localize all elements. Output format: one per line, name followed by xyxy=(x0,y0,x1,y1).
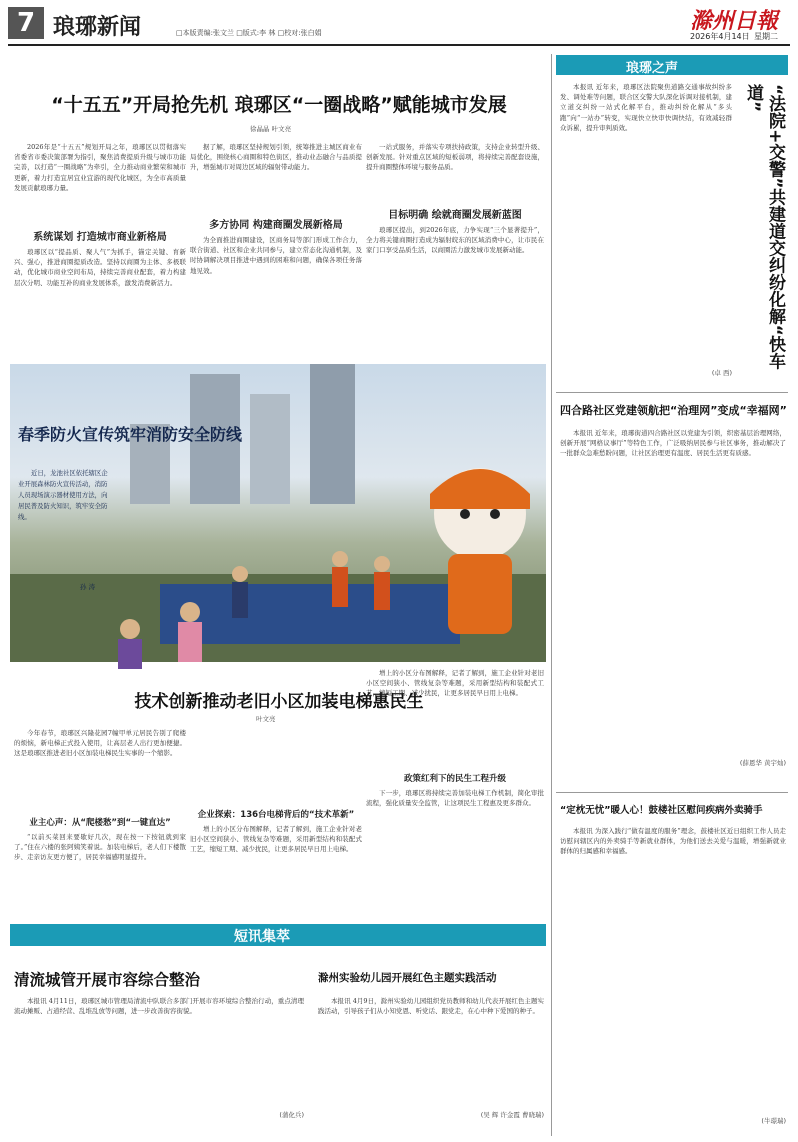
brief2-body xyxy=(318,996,544,1136)
community-body xyxy=(560,428,786,778)
elevator-headline: 技术创新推动老旧小区加装电梯惠民生 xyxy=(134,692,424,712)
health-body xyxy=(560,826,786,1134)
lead-byline: 徐晶晶 叶文亮 xyxy=(250,125,292,133)
community-paragraph: 本报讯 近年来，琅琊街道四合路社区以党建为引领，织密基层治理网络，创新开展“网格议事厅”等特色工作，广泛吸纳居民参与社区事务，推动解决了一批群众急难愁盼问题，让社区治理更有温度、居民生活更有质感。 xyxy=(560,429,786,458)
lead-paragraph: 据了解，琅琊区坚持规划引领，统筹推进主城区商业布局优化，围绕核心商圈和特色街区，推动业态融合与品质提升，增强城市对周边区域的辐射带动能力。 xyxy=(190,143,362,172)
elevator-subhead-1: 业主心声：从“爬楼愁”到“一键直达” xyxy=(29,818,171,828)
lead-subhead-2: 多方协同 构建商圈发展新格局 xyxy=(209,220,343,231)
lead-paragraph: 一站式服务，并落实专项扶持政策，支持企业转型升级、创新发展。针对重点区域的短板弱项，将持续完善配套设施，提升商圈整体环境与服务品质。 xyxy=(366,143,544,172)
brief2-paragraph: 本报讯 4月9日，滁州实验幼儿园组织党员教师和幼儿代表开展红色主题实践活动，引导孩子们从小知党恩、听党话、跟党走，在心中种下爱国的种子。 xyxy=(318,997,544,1016)
lead-col-3 xyxy=(366,142,544,362)
lead-subhead-3: 目标明确 绘就商圈发展新蓝图 xyxy=(388,210,522,221)
elevator-subhead-2: 企业探索：136台电梯背后的“技术革新” xyxy=(197,810,355,820)
brief-banner xyxy=(10,924,546,946)
elevator-col-2 xyxy=(190,728,362,918)
community-headline: 四合路社区党建领航把“治理网”变成“幸福网” xyxy=(560,404,787,417)
side-rule-2 xyxy=(556,792,788,793)
law-text xyxy=(560,82,732,382)
masthead xyxy=(0,0,798,44)
brief1-body xyxy=(14,996,304,1136)
fire-photo xyxy=(10,364,546,662)
lead-col-2 xyxy=(190,142,362,362)
lead-paragraph: 琅琊区以“提品质、聚人气”为抓手，锚定关键、育新兴、强心，推进商圈提质改造。坚持以商圈为主体、多极联动，优化城市商业空间布局，持续完善商业配套，着力构建层次分明、功能互补的商业发展体系，激发消费新活力。 xyxy=(14,248,186,287)
lead-headline: “十五五”开局抢先机 琅琊区“一圈战略”赋能城市发展 xyxy=(51,94,507,116)
elevator-subhead-3: 政策红利下的民生工程升级 xyxy=(403,774,506,784)
section-name: 琅琊新闻 xyxy=(53,15,142,40)
brief1-paragraph: 本报讯 4月11日，琅琊区城市管理局清流中队联合多部门开展市容环境综合整治行动，重点清理流动摊贩、占道经营、乱堆乱放等问题，进一步改善街容街貌。 xyxy=(14,997,304,1016)
elevator-col-3 xyxy=(366,668,544,918)
side-banner-label: 琅琊之声 xyxy=(626,61,679,76)
brief1-headline: 清流城管开展市容综合整治 xyxy=(14,971,201,989)
lead-paragraph: 琅琊区提出，到2026年底，力争实现“三个显著提升”，全力将关键商圈打造成为辐射皖东的区域消费中心，让市民在家门口享受品质生活，以商圈活力激发城市发展新动能。 xyxy=(366,226,544,255)
editors-line: □本版责编:张文兰 □版式:李 林 □校对:张白娟 xyxy=(176,29,322,37)
law-paragraph: 本报讯 近年来，琅琊区法院聚焦道路交通事故纠纷多发、调处难等问题，联合区交警大队深化诉调对接机制，建立道交纠纷一站式化解平台，推动纠纷化解从“多头跑”向“一站办”转变，实现快立快审快调快结，有效减轻群众诉累，提升审判质效。 xyxy=(560,83,732,132)
brief-banner-label: 短讯集萃 xyxy=(234,929,290,945)
fire-photographer: 孙 涛 xyxy=(80,583,96,591)
masthead-rule xyxy=(8,44,790,46)
side-rule-1 xyxy=(556,392,788,393)
lead-paragraph: 2026年是“十五五”规划开局之年，琅琊区以贯彻落实省委省市委决策部署为指引，聚焦消费提质升级与城市功能完善，以打造“一圈战略”为牵引，全力推动商业繁荣和城市更新，着力打造宜居宜业宜游的现代化城区，为全市高质量发展贡献琅琊力量。 xyxy=(14,143,186,192)
brief2-headline: 滁州实验幼儿园开展红色主题实践活动 xyxy=(318,972,497,984)
health-headline: “定枕无忧”暖人心！鼓楼社区慰问疾病外卖骑手 xyxy=(560,805,763,816)
elevator-paragraph: 增上的小区分布图解释，记者了解到，施工企业针对老旧小区空间狭小、管线复杂等难题，采用新型结构和装配式工艺，缩短工期、减少扰民，让更多居民早日用上电梯。 xyxy=(190,825,362,854)
elevator-col-1 xyxy=(14,728,186,918)
newspaper-logo: 滁州日報 xyxy=(690,8,779,34)
health-author: (牛璟瑞) xyxy=(761,1117,786,1125)
lead-col-1 xyxy=(14,142,186,362)
elevator-paragraph: 下一步，琅琊区将持续完善加装电梯工作机制，简化审批流程，强化质量安全监管，让这项民生工程惠及更多群众。 xyxy=(366,789,544,808)
lead-subhead-1: 系统谋划 打造城市商业新格局 xyxy=(33,232,167,243)
side-banner xyxy=(556,55,788,75)
law-author: (卓 西) xyxy=(711,369,732,377)
lead-paragraph: 为全面推进商圈建设，区商务局等部门形成工作合力，联合街道、社区和企业共同参与，建立常态化沟通机制，及时协调解决项目推进中遇到的困难和问题，确保各项任务落地见效。 xyxy=(190,236,362,275)
elevator-byline: 叶文亮 xyxy=(256,715,276,723)
community-author: (薛恩华 黄宇灿) xyxy=(739,759,786,767)
issue-date: 2026年4月14日 xyxy=(690,32,750,41)
brief2-author: (吴 辉 许金霞 曹晓瑞) xyxy=(480,1111,544,1119)
health-paragraph: 本报讯 为深入践行“做有温度的服务”理念，鼓楼社区近日组织工作人员走访慰问辖区内的外卖骑手等新就业群体，为他们送去关爱与温暖，增强新就业群体的归属感和幸福感。 xyxy=(560,827,786,856)
brief1-author: (蒲化兵) xyxy=(279,1111,304,1119)
fire-headline: 春季防火宣传筑牢消防安全防线 xyxy=(18,425,243,444)
elevator-paragraph: 今年春节，琅琊区兴隆花园7幢甲单元居民告别了爬楼的烦恼，新电梯正式投入使用，让高层老人出行更加便捷。这是琅琊区推进老旧小区加装电梯民生实事的一个缩影。 xyxy=(14,729,186,758)
sidebar-divider xyxy=(551,54,552,1136)
law-headline-vertical: “法院+交警”共建道交纠纷化解“快车道” xyxy=(743,84,785,370)
issue-weekday: 星期二 xyxy=(754,32,778,41)
elevator-paragraph: “以前买菜回来要歇好几次，现在按一下按钮就到家了。”住在六楼的张阿姨笑着说。加装电梯后，老人们下楼散步、走亲访友更方便了，居民幸福感明显提升。 xyxy=(14,833,186,862)
page-number-box: 7 xyxy=(8,7,44,39)
fire-caption: 近日，龙池社区依托辖区企业开展森林防火宣传活动，消防人员现场演示器材使用方法，向居民普及防火知识，筑牢安全防线。 xyxy=(18,469,108,521)
elevator-paragraph: 增上的小区分布图解释，记者了解到，施工企业针对老旧小区空间狭小、管线复杂等难题，采用新型结构和装配式工艺，缩短工期、减少扰民，让更多居民早日用上电梯。 xyxy=(366,669,544,698)
